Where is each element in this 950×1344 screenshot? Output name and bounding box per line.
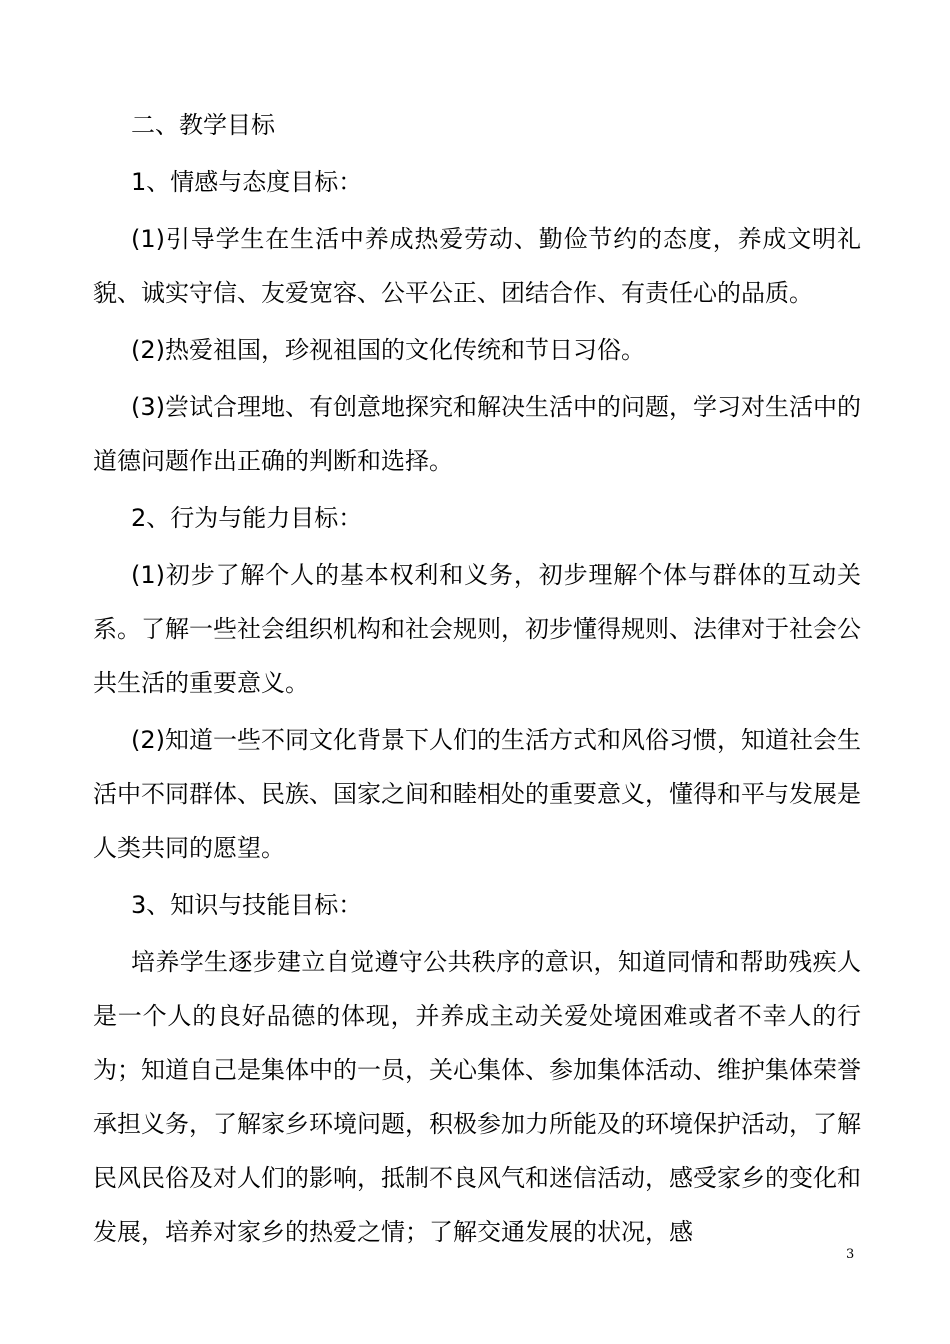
body-paragraph: 培养学生逐步建立自觉遵守公共秩序的意识，知道同情和帮助残疾人是一个人的良好品德的体现，并养成主动关爱处境困难或者不幸人的行为；知道自己是集体中的一员，关心集体、参加集体活动、维护集体荣誉承担义务，了解家乡环境问题，积极参加力所能及的环境保护活动，了解民风民俗及对人们的影响，抵制不良风气和迷信活动，感受家乡的变化和发展，培养对家乡的热爱之情；了解交通发展的状况，感 [93,948,861,1246]
page-number: 3 [846,1247,855,1262]
subsection-heading: 1、情感与态度目标： [131,168,363,196]
body-paragraph: (1)引导学生在生活中养成热爱劳动、勤俭节约的态度，养成文明礼貌、诚实守信、友爱宽容、公平公正、团结合作、有责任心的品质。 [93,225,861,307]
body-paragraph: (3)尝试合理地、有创意地探究和解决生活中的问题，学习对生活中的道德问题作出正确的判断和选择。 [93,393,861,475]
body-paragraph: (1)初步了解个人的基本权利和义务，初步理解个体与群体的互动关系。了解一些社会组织机构和社会规则，初步懂得规则、法律对于社会公共生活的重要意义。 [93,561,861,697]
document-body [93,98,861,1262]
subsection-heading: 3、知识与技能目标： [131,891,363,919]
body-paragraph: (2)知道一些不同文化背景下人们的生活方式和风俗习惯，知道社会生活中不同群体、民族、国家之间和睦相处的重要意义，懂得和平与发展是人类共同的愿望。 [93,726,861,862]
section-heading: 二、教学目标 [131,111,275,139]
body-paragraph: (2)热爱祖国，珍视祖国的文化传统和节日习俗。 [131,336,645,364]
subsection-heading: 2、行为与能力目标： [131,504,363,532]
